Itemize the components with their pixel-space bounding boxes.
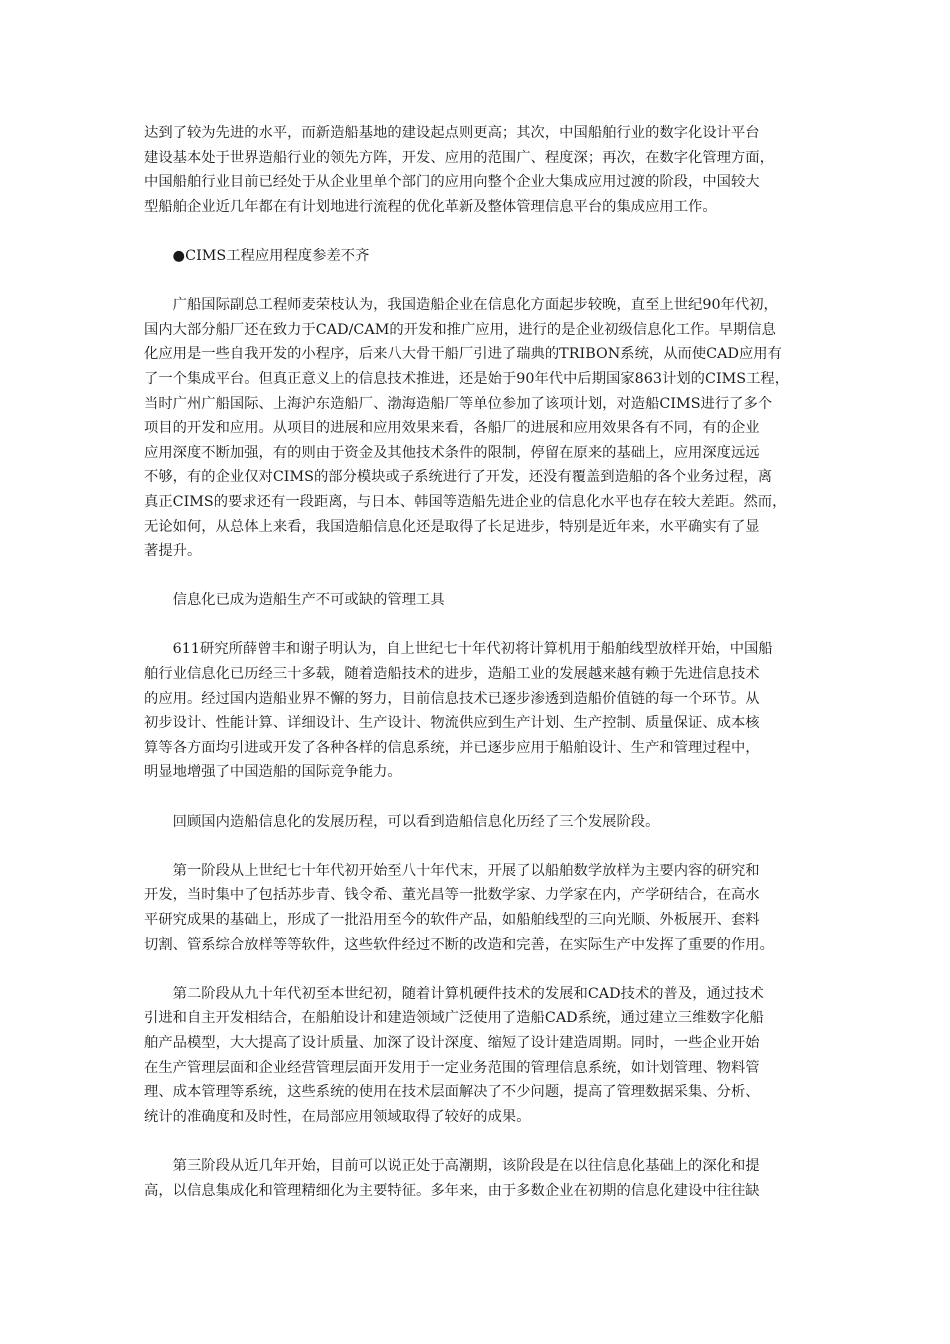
para-611-institute <box>144 637 812 785</box>
para-stage-three <box>144 1154 812 1203</box>
para-review <box>144 810 812 835</box>
text-line: 明显地增强了中国造船的国际竞争能力。 <box>144 764 402 781</box>
text-line: 算等各方面均引进或开发了各种各样的信息系统，并已逐步应用于船舶设计、生产和管理过程中， <box>144 739 760 756</box>
text-line: 中国船舶行业目前已经处于从企业里单个部门的应用向整个企业大集成应用过渡的阶段，中国较大 <box>144 174 760 191</box>
text-line: 应用深度不断加强，有的则由于资金及其他技术条件的限制，停留在原来的基础上，应用深度远远 <box>144 444 760 461</box>
text-line: 第一阶段从上世纪七十年代初开始至八十年代末，开展了以船舶数学放样为主要内容的研究和 <box>144 862 760 879</box>
text-line: 初步设计、性能计算、详细设计、生产设计、物流供应到生产计划、生产控制、质量保证、成本核 <box>144 715 760 732</box>
text-line: 切割、管系综合放样等等软件，这些软件经过不断的改造和完善，在实际生产中发挥了重要的作用。 <box>144 936 774 953</box>
text-line: ●CIMS工程应用程度参差不齐 <box>144 247 370 264</box>
text-line: 舶产品模型，大大提高了设计质量、加深了设计深度、缩短了设计建造周期。同时，一些企业开始 <box>144 1034 760 1051</box>
text-line: 的应用。经过国内造船业界不懈的努力，目前信息技术已逐步渗透到造船价值链的每一个环节。从 <box>144 690 760 707</box>
text-line: 不够，有的企业仅对CIMS的部分模块或子系统进行了开发，还没有覆盖到造船的各个业务过程，离 <box>144 469 773 486</box>
text-line: 建设基本处于世界造船行业的领先方阵，开发、应用的范围广、程度深；再次，在数字化管理方面， <box>144 149 774 166</box>
text-line: 理、成本管理等系统，这些系统的使用在技术层面解决了不少问题，提高了管理数据采集、分析、 <box>144 1084 760 1101</box>
text-line: 在生产管理层面和企业经营管理层面开发用于一定业务范围的管理信息系统，如计划管理、物料管 <box>144 1059 760 1076</box>
document-page <box>144 121 812 1203</box>
text-line: 型船舶企业近几年都在有计划地进行流程的优化革新及整体管理信息平台的集成应用工作。 <box>144 198 717 215</box>
text-line: 广船国际副总工程师麦荣枝认为，我国造船企业在信息化方面起步较晚，直至上世纪90年代初， <box>144 297 778 314</box>
text-line: 著提升。 <box>144 543 202 560</box>
text-line: 达到了较为先进的水平，而新造船基地的建设起点则更高；其次，中国船舶行业的数字化设计平台 <box>144 125 760 141</box>
heading-management-tool <box>144 588 812 613</box>
text-line: 真正CIMS的要求还有一段距离，与日本、韩国等造船先进企业的信息化水平也存在较大差距。然而， <box>144 493 787 510</box>
para-stage-one <box>144 859 812 957</box>
text-line: 当时广州广船国际、上海沪东造船厂、渤海造船厂等单位参加了该项计划，对造船CIMS进行了多个 <box>144 395 773 412</box>
text-line: 化应用是一些自我开发的小程序，后来八大骨干船厂引进了瑞典的TRIBON系统，从而使CAD应用有 <box>144 346 782 363</box>
text-line: 引进和自主开发相结合，在船舶设计和建造领域广泛使用了造船CAD系统，通过建立三维数字化船 <box>144 1010 764 1027</box>
text-line: 舶行业信息化已历经三十多载，随着造船技术的进步，造船工业的发展越来越有赖于先进信息技术 <box>144 666 760 683</box>
text-line: 了一个集成平台。但真正意义上的信息技术推进，还是始于90年代中后期国家863计划的CIMS工程， <box>144 370 790 387</box>
text-line: 高，以信息集成化和管理精细化为主要特征。多年来，由于多数企业在初期的信息化建设中往往缺 <box>144 1182 760 1199</box>
text-line: 国内大部分船厂还在致力于CAD/CAM的开发和推广应用，进行的是企业初级信息化工作。早期信息 <box>144 321 776 338</box>
text-line: 第二阶段从九十年代初至本世纪初，随着计算机硬件技术的发展和CAD技术的普及，通过技术 <box>144 985 764 1002</box>
para-gsi-engineer <box>144 293 812 564</box>
text-line: 611研究所薛曾丰和谢子明认为，自上世纪七十年代初将计算机用于船舶线型放样开始，中国船 <box>144 641 773 658</box>
text-line: 信息化已成为造船生产不可或缺的管理工具 <box>144 592 445 609</box>
para-stage-two <box>144 982 812 1130</box>
text-line: 第三阶段从近几年开始，目前可以说正处于高潮期，该阶段是在以往信息化基础上的深化和提 <box>144 1157 760 1174</box>
text-line: 平研究成果的基础上，形成了一批沿用至今的软件产品，如船舶线型的三向光顺、外板展开、套料 <box>144 912 760 928</box>
text-line: 无论如何，从总体上来看，我国造船信息化还是取得了长足进步，特别是近年来，水平确实有了显 <box>144 518 760 535</box>
text-line: 统计的准确度和及时性，在局部应用领域取得了较好的成果。 <box>144 1108 531 1125</box>
text-line: 项目的开发和应用。从项目的进展和应用效果来看，各船厂的进展和应用效果各有不同，有的企业 <box>144 420 760 437</box>
text-line: 回顾国内造船信息化的发展历程，可以看到造船信息化历经了三个发展阶段。 <box>144 813 660 830</box>
para-intro-continued <box>144 121 812 219</box>
heading-cims <box>144 244 812 269</box>
text-line: 开发，当时集中了包括苏步青、钱令希、董光昌等一批数学家、力学家在内，产学研结合，在高水 <box>144 887 760 904</box>
